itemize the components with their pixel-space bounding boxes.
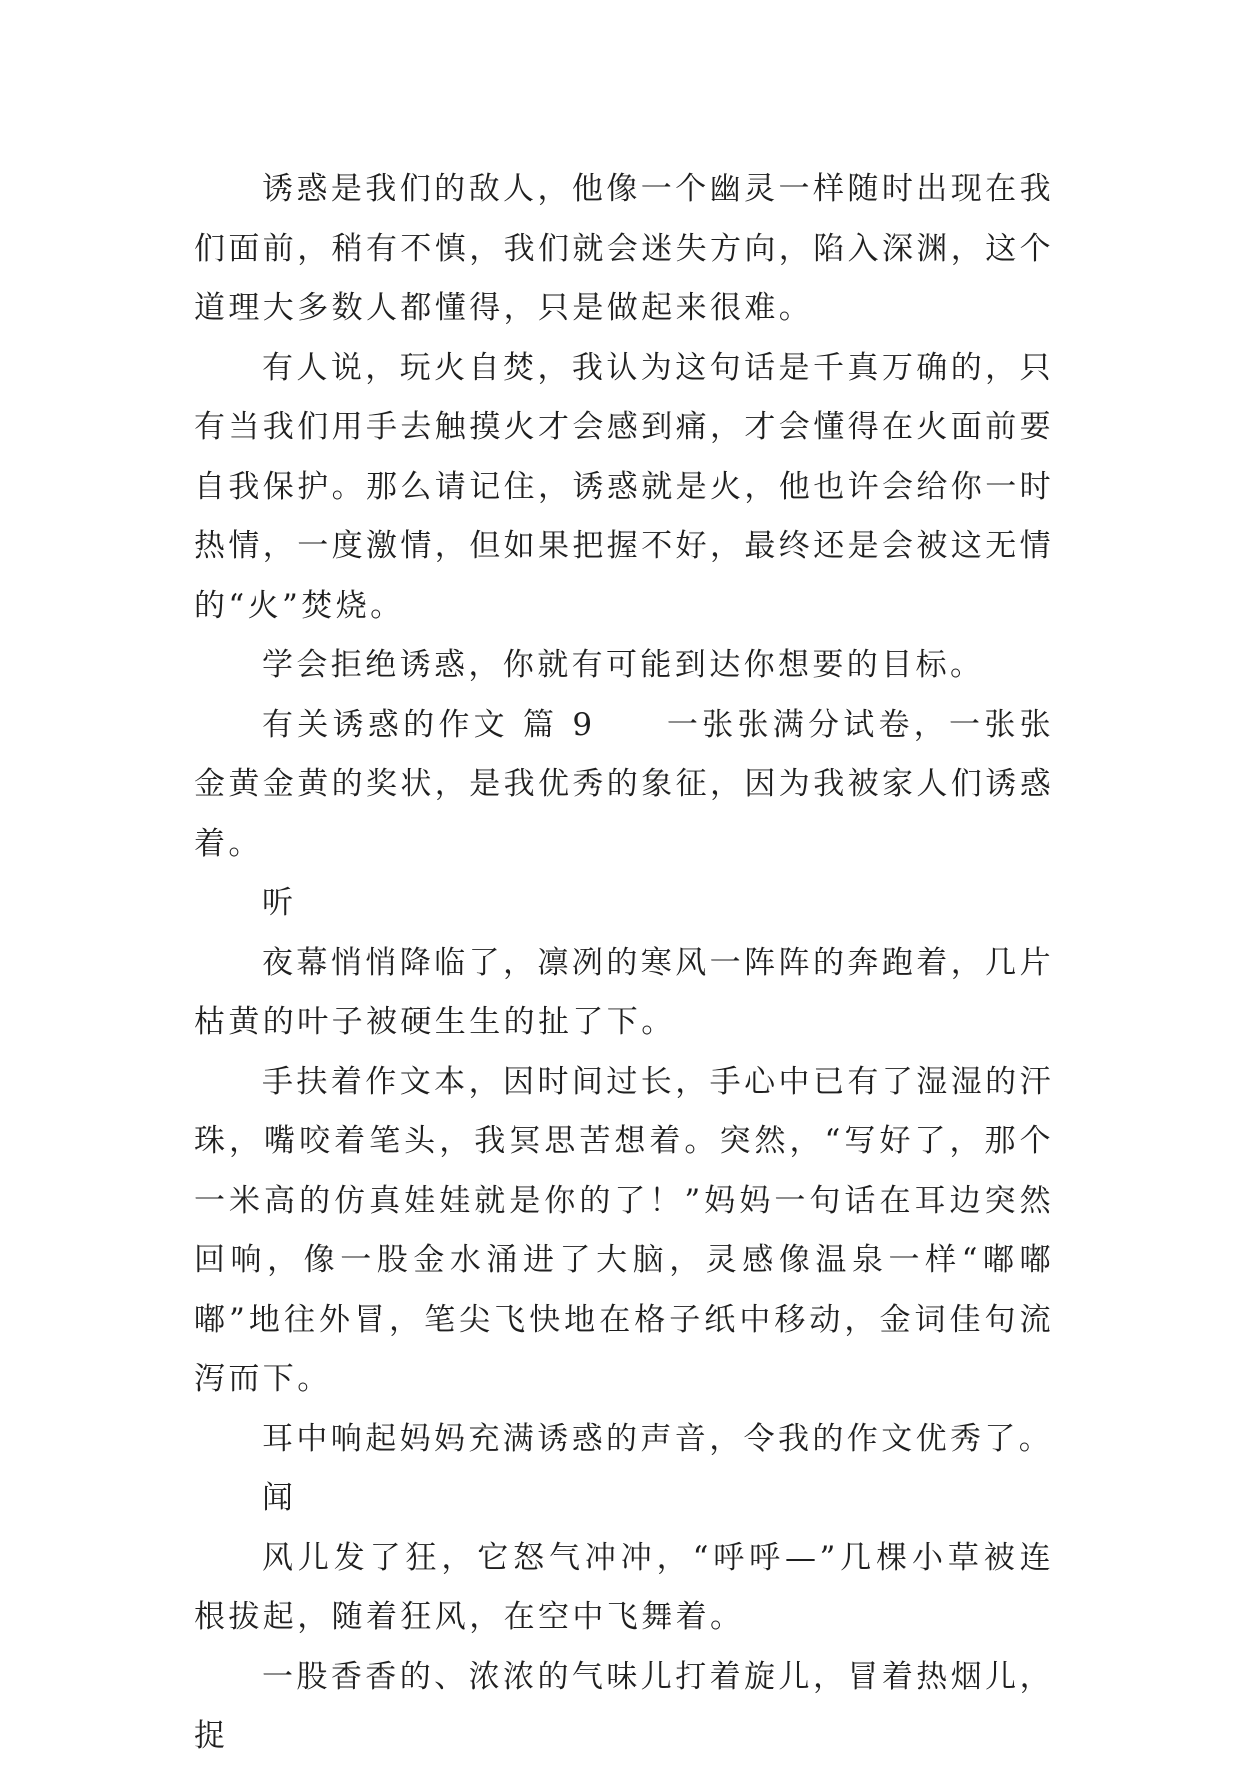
paragraph-essay-9-intro: 有关诱惑的作文 篇 9 一张张满分试卷，一张张金黄金黄的奖状，是我优秀的象征，因为我被家人们诱惑着。: [194, 706, 1054, 862]
paragraph-playing-with-fire: 有人说，玩火自焚，我认为这句话是千真万确的，只有当我们用手去触摸火才会感到痛，才会懂得在火面前要自我保护。那么请记住，诱惑就是火，他也许会给你一时热情，一度激情，但如果把握不好，最终还是会被这无情的“火”焚烧。: [194, 349, 1054, 624]
paragraph-refuse-temptation: 学会拒绝诱惑，你就有可能到达你想要的目标。: [262, 647, 985, 683]
section-heading-smell: 闻: [262, 1480, 297, 1516]
paragraph-writing-homework: 手扶着作文本，因时间过长，手心中已有了湿湿的汗珠，嘴咬着笔头，我冥思苦想着。突然，“写好了，那个一米高的仿真娃娃就是你的了！”妈妈一句话在耳边突然回响，像一股金水涌进了大脑，灵感像温泉一样“嘟嘟嘟”地往外冒，笔尖飞快地在格子纸中移动，金词佳句流泻而下。: [194, 1063, 1054, 1397]
paragraph-wind-blows: 风儿发了狂，它怒气冲冲，“呼呼—”几棵小草被连根拔起，随着狂风，在空中飞舞着。: [194, 1539, 1054, 1635]
paragraph-fragrance: 一股香香的、浓浓的气味儿打着旋儿，冒着热烟儿，捉: [194, 1658, 1054, 1754]
paragraph-temptation-enemy: 诱惑是我们的敌人，他像一个幽灵一样随时出现在我们面前，稍有不慎，我们就会迷失方向，陷入深渊，这个道理大多数人都懂得，只是做起来很难。: [194, 171, 1054, 326]
document-body: [194, 160, 1054, 1767]
paragraph-night-falls: 夜幕悄悄降临了，凛冽的寒风一阵阵的奔跑着，几片枯黄的叶子被硬生生的扯了下。: [194, 944, 1054, 1040]
paragraph-mothers-voice: 耳中响起妈妈充满诱惑的声音，令我的作文优秀了。: [262, 1420, 1054, 1457]
section-heading-listen: 听: [262, 885, 297, 921]
